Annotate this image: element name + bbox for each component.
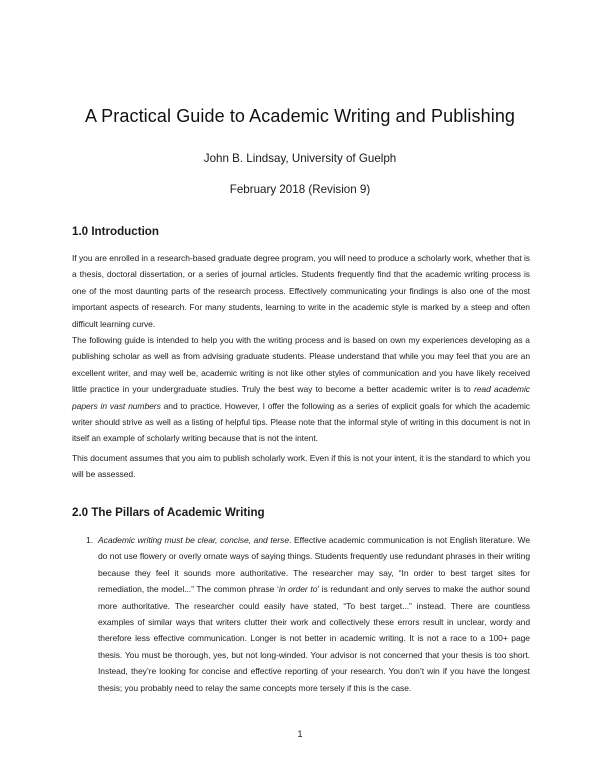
list-item-text-b: ’ is redundant and only serves to make the author sound more authoritative. The researcher could easily have stated, “To best target...” instead. There are countless examples of similar ways that writers clutter their work and collectively these errors result in unclear, wordy and therefore less effective communication. Longer is not better in academic writing. It is not a race to a 100+ page thesis. You must be thorough, yes, but not long-winded. Your advisor is not concerned that your thesis is too short. Instead, they’re looking for concise and effective reporting of your research. You don’t win if you have the longest thesis; you probably need to relay the same concepts more tersely if this is the case. bbox=[98, 584, 530, 693]
section-heading-pillars: 2.0 The Pillars of Academic Writing bbox=[72, 506, 265, 519]
intro-paragraph-2-emphasis: read academic papers in vast numbers bbox=[72, 384, 530, 411]
document-date: February 2018 (Revision 9) bbox=[229, 183, 371, 196]
intro-paragraph-2-text-after: and to practice. However, I offer the following as a series of explicit goals for which the academic writer should strive as well as a listing of helpful tips. Please note that the informal style of writing in this document is not in itself an example of scholarly writing because that is not the intent. bbox=[72, 400, 531, 444]
section-heading-introduction: 1.0 Introduction bbox=[72, 225, 159, 238]
intro-paragraph-3: This document assumes that you aim to publish scholarly work. Even if this is not your intent, it is the standard to which you will be assessed. bbox=[72, 453, 530, 480]
list-item-body bbox=[98, 532, 530, 696]
intro-paragraph-2 bbox=[72, 332, 530, 447]
document-title: A Practical Guide to Academic Writing and Publishing bbox=[84, 106, 516, 126]
intro-paragraph-1: If you are enrolled in a research-based graduate degree program, you will need to produce a scholarly work, whether that is a thesis, doctoral dissertation, or a series of journal articles. Students frequently find that the academic writing process is one of the most daunting parts of the research process. Effectively communicating your findings is also one of the most important aspects of research. For many students, learning to write in the academic style is marked by a steep and often difficult learning curve. bbox=[72, 253, 530, 329]
page-number: 1 bbox=[297, 729, 303, 739]
list-item-number: 1. bbox=[86, 535, 94, 545]
intro-paragraph-2-text-before: The following guide is intended to help you with the writing process and is based on own my experiences developing as a publishing scholar as well as from advising graduate students. Please understand that while you may feel that you are an excellent writer, and may well be, academic writing is not like other styles of communication and you have likely received little practice in your undergraduate studies. Truly the best way to become a better academic writer is to bbox=[72, 335, 530, 395]
document-author: John B. Lindsay, University of Guelph bbox=[203, 152, 397, 165]
list-item-text-a: . Effective academic communication is not English literature. We do not use flowery or overly ornate ways of saying things. Students frequently use redundant phrases in their writing because they feel it sounds more authoritative. The researcher may say, “In order to best target sites for remediation, the model...” The common phrase ‘ bbox=[98, 535, 530, 595]
list-item-lead-italic: Academic writing must be clear, concise, and terse bbox=[98, 535, 290, 545]
list-item-phrase-italic: in order to bbox=[278, 584, 318, 595]
